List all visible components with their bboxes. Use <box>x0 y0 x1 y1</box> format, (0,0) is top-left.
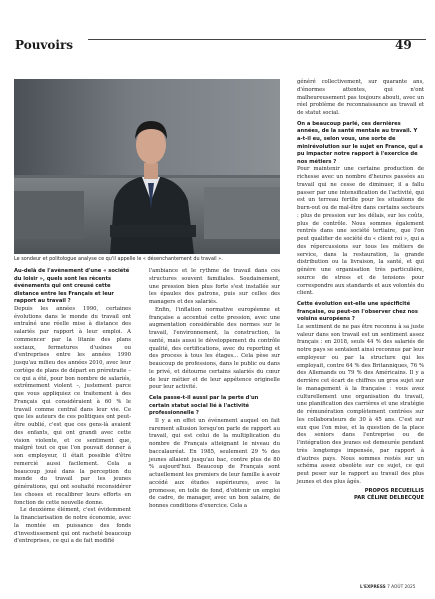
portrait-illustration <box>14 79 280 254</box>
page-number: 49 <box>395 38 412 52</box>
paragraph: Pour maintenir une certaine production de richesse avec un nombre d'heures passées au travail qui ne cesse de diminuer, il a fallu passer par une intensification de l'activité, qui est un terreau fertile pour les situations de burn-out ou de mal-être dans certains secteurs : plus de pression sur les délais, sur les coûts, plus de contrôle. Nous sommes également rentrés dans une société tertiaire, que l'on peut qualifier de société du « client roi », qui a des répercussions sur tous les métiers de service, dans la restauration, la grande distribution ou la livraison, la santé, et qui génère une organisation très particulière, source de stress et de tensions pour correspondre aux standards et aux volontés du client. <box>297 166 424 297</box>
portrait-photo <box>14 79 280 254</box>
author-signature <box>297 488 424 502</box>
page-footer <box>360 585 416 590</box>
paragraph: Le deuxième élément, c'est évidemment la financiarisation de notre économie, avec la montée en puissance des fonds d'investissement qui ont racheté beaucoup d'entreprises, ce qui a de fait modifié <box>14 507 131 545</box>
paragraph: l'ambiance et le rythme de travail dans ces structures souvent familiales. Soudainement, une pression bien plus forte s'est installée sur les épaules des patrons, puis sur celles des managers et des salariés. <box>149 268 280 305</box>
header-rule <box>88 39 426 40</box>
photo-caption: Le sondeur et politologue analyse ce qu'il appelle le « désenchantement du travail ». <box>14 256 223 262</box>
magazine-name: L'EXPRESS <box>360 585 386 590</box>
article-column-2 <box>149 268 280 511</box>
paragraph: Depuis les années 1990, certaines évolutions dans le monde du travail ont entraîné une réelle mise à distance des salariés par rapport à leur emploi. A commencer par la litanie des plans sociaux, fermetures d'usines ou d'entreprises entre les années 1990 jusqu'au milieu des années 2010, avec leur cortège de plans de départ en préretraite – ce qui a été, pour bon nombre de salariés, extrêmement violent –, justement parce que vous appliquiez ce traitement à des Français qui considéraient à 60 % le travail comme central dans leur vie. Ce que les auteurs de ces politiques ont peut-être oublié, c'est que ces gens-là avaient des enfants, qui ont grandi avec cette vision violente, et ce sentiment que, malgré tout ce que l'on pouvait donner à son employeur, il était possible d'être remercié aussi facilement. Cela a beaucoup joué dans la perception du monde du travail par les jeunes générations, qui ont souhaité reconsidérer les choses et recalibrer leurs efforts en fonction de cette nouvelle donne. <box>14 305 131 506</box>
signature-line: PROPOS RECUEILLIS <box>364 487 424 494</box>
interview-question: Cela passe-t-il aussi par la perte d'un certain statut social lié à l'activité professionnelle ? <box>149 395 259 417</box>
paragraph: Le sentiment de ne pas être reconnu à sa juste valeur dans son travail est un sentiment assez français : en 2018, seuls 44 % des salariés de notre pays se sentaient ainsi reconnus par leur employeur ou par la structure qui les employait, contre 64 % des Britanniques, 76 % des Allemands ou 79 % des Américains. Il y a derrière cet écart de chiffres un gros sujet sur le management à la française : vous avez culturellement une organisation du travail, une planification des carrières et une stratégie de rémunération complètement centrées sur les collaborateurs de 30 à 45 ans. C'est sur eux que l'on mise, et la question de la place des seniors dans l'entreprise ou de l'intégration des jeunes est demeurée pendant très longtemps impensée, par rapport à d'autres pays. Nous sommes restés sur un schéma assez obsolète sur ce sujet, ce qui peut peser sur le rapport au travail des plus jeunes et des plus âgés. <box>297 323 424 485</box>
section-rubric: Pouvoirs <box>15 38 74 52</box>
issue-date: 7 AOÛT 2025 <box>387 585 416 590</box>
paragraph: généré collectivement, sur quarante ans, d'énormes attentes, qui n'ont malheureusement pas toujours abouti, avec un réel problème de reconnaissance au travail et de statut social. <box>297 79 424 116</box>
article-column-3 <box>297 79 424 502</box>
interview-question: On a beaucoup parlé, ces dernières années, de la santé mentale au travail. Y a-t-il eu, selon vous, une sorte de minirévolution sur le sujet en France, qui a pu impacter notre rapport à l'exercice de nos métiers ? <box>297 120 423 165</box>
interview-question: Cette évolution est-elle une spécificité française, ou peut-on l'observer chez nos voisins européens ? <box>297 301 418 323</box>
article-column-1 <box>14 268 131 546</box>
interview-question: Au-delà de l'avènement d'une « société du loisir », quels sont les récents événements qui ont creusé cette distance entre les Français et leur rapport au travail ? <box>14 268 130 305</box>
paragraph: Il y a en effet un événement auquel on fait rarement allusion lorsqu'on parle de rapport au travail, qui est celui de la multiplication du nombre de Français atteignant le niveau du baccalauréat. En 1985, seulement 29 % des jeunes allaient jusqu'au bac, contre plus de 80 % aujourd'hui. Beaucoup de Français sont actuellement les premiers de leur famille à avoir accédé aux études supérieures, avec la promesse, en toile de fond, d'obtenir un emploi de cadre, de manager, avec un bon salaire, de bonnes conditions d'exercice. Cela a <box>149 417 280 510</box>
signature-line: PAR CÉLINE DELBECQUE <box>353 494 424 501</box>
paragraph: Enfin, l'inflation normative européenne et française a accentué cette pression, avec une augmentation considérable des normes sur le travail, l'environnement, la construction, la santé, mais aussi le développement du contrôle qualité, des certifications, avec du reporting et des process à tous les étages... Cela pèse sur beaucoup de professions, dans le public ou dans le privé, et détourne certains salariés du cœur de leur métier et de leur appétence originelle pour leur activité. <box>149 306 280 391</box>
